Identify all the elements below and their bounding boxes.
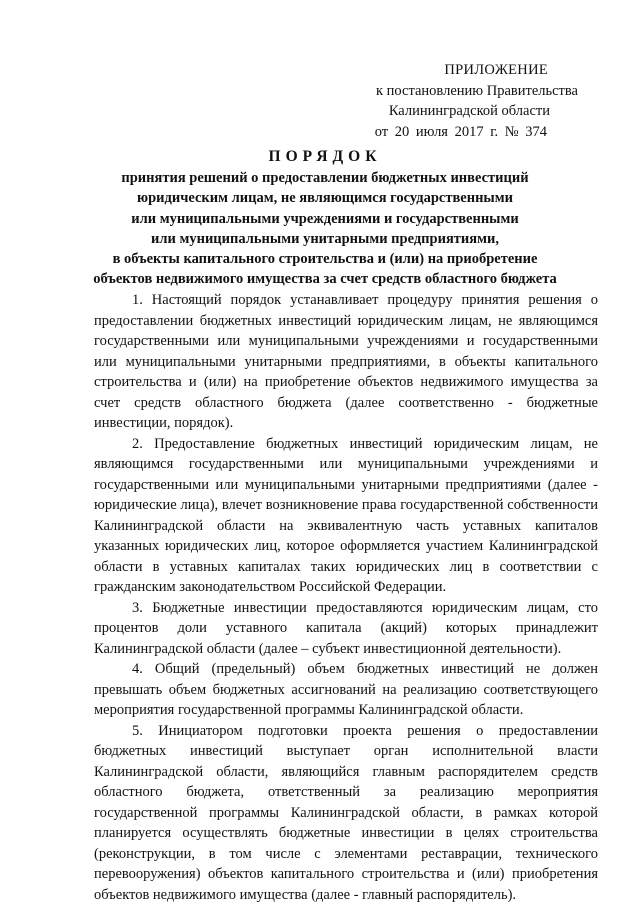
resolution-date: от 20 июля 2017 г. № 374 xyxy=(374,123,547,140)
title-heading: ПОРЯДОК xyxy=(268,148,382,165)
title-line: или муниципальными учреждениями и государственными xyxy=(131,210,519,227)
paragraph-4: 4. Общий (предельный) объем бюджетных инвестиций не должен превышать объем бюджетных ассигнований на реализацию соответствующего мероприятия государственной программы Калининградской области. xyxy=(94,661,598,718)
appendix-header xyxy=(360,60,600,142)
resolution-reference: к постановлению Правительства xyxy=(376,82,578,99)
paragraph-1: 1. Настоящий порядок устанавливает процедуру принятия решения о предоставлении бюджетных инвестиций юридическим лицам, не являющимся государственными или муниципальными учреждениями и государственными или муниципальными унитарными предприятиями, в объекты капитального строительства и (или) на приобретение объектов недвижимого имущества за счет средств областного бюджета (далее соответственно - бюджетные инвестиции, порядок). xyxy=(94,292,598,431)
appendix-label: ПРИЛОЖЕНИЕ xyxy=(444,62,548,78)
paragraph-5: 5. Инициатором подготовки проекта решения о предоставлении бюджетных инвестиций выступает орган исполнительной власти Калининградской области, являющийся главным распорядителем средств областного бюджета, ответственный за реализацию мероприятия государственной программы Калининградской области, в рамках которой планируется осуществлять бюджетные инвестиции в целях строительства (реконструкции, в том числе с элементами реставрации, технического перевооружения) объектов капитального строительства и (или) приобретения объектов недвижимого имущества (далее - главный распорядитель). xyxy=(94,722,598,903)
paragraph-3: 3. Бюджетные инвестиции предоставляются юридическим лицам, сто процентов доли уставного капитала (акций) которых принадлежит Калининградской области (далее – субъект инвестиционной деятельности). xyxy=(94,599,598,657)
document-title xyxy=(60,147,590,289)
title-line: принятия решений о предоставлении бюджетных инвестиций xyxy=(121,170,529,187)
region-name: Калининградской области xyxy=(388,103,550,119)
title-line: объектов недвижимого имущества за счет средств областного бюджета xyxy=(93,271,557,288)
title-line: юридическим лицам, не являющимся государственными xyxy=(137,190,513,207)
title-line: в объекты капитального строительства и (или) на приобретение xyxy=(112,251,538,268)
document-body xyxy=(94,290,598,905)
paragraph-2: 2. Предоставление бюджетных инвестиций юридическим лицам, не являющимся государственными или муниципальными учреждениями и государственными или муниципальными унитарными предприятиями (далее - юридические лица), влечет возникновение права государственной собственности Калининградской области на эквивалентную часть уставных капиталов указанных юридических лиц, которое оформляется участием Калининградской области в уставных капиталах таких юридических лиц в соответствии с гражданским законодательством Российской Федерации. xyxy=(94,435,598,595)
title-line: или муниципальными унитарными предприятиями, xyxy=(151,230,499,247)
